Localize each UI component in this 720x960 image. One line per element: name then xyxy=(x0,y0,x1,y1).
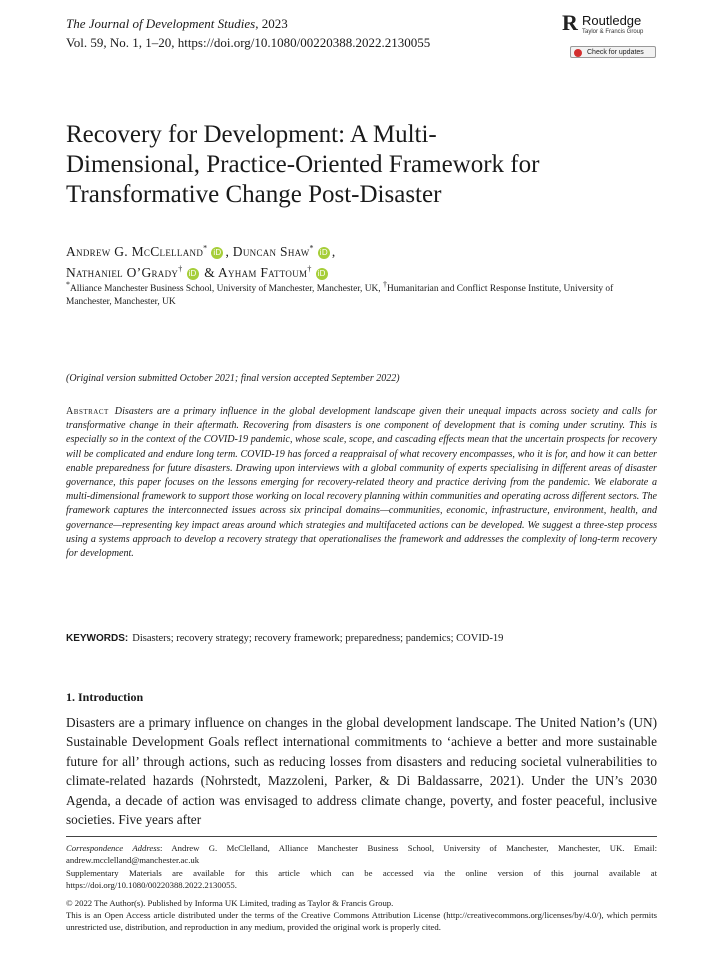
journal-header xyxy=(66,14,430,52)
volume-doi-line: Vol. 59, No. 1, 1–20, https://doi.org/10.1080/00220388.2022.2130055 xyxy=(66,35,431,50)
publisher-group: Taylor & Francis Group xyxy=(582,29,644,35)
email-link[interactable]: andrew.mcclelland@manchester.ac.uk xyxy=(66,855,200,866)
correspondence-label: Correspondence Address xyxy=(66,843,161,853)
license-note xyxy=(66,909,657,934)
section-heading: 1. Introduction xyxy=(66,690,144,704)
affiliation-mark: * xyxy=(66,279,70,289)
author-affiliation-mark: † xyxy=(307,264,312,274)
author-name: Nathaniel O’Grady xyxy=(66,265,179,280)
article-title-line: Dimensional, Practice-Oriented Framework for xyxy=(66,151,540,178)
keywords xyxy=(66,633,656,644)
abstract-label: Abstract xyxy=(66,406,109,417)
keywords-text: Disasters; recovery strategy; recovery framework; preparedness; pandemics; COVID-19 xyxy=(132,633,504,644)
supplementary-end: . xyxy=(234,880,237,891)
article-title xyxy=(66,120,666,210)
update-badge-icon xyxy=(574,49,582,57)
license-end: ), which permits unrestricted use, distribution, and reproduction in any medium, provided the original work is properly cited. xyxy=(66,910,657,933)
correspondence-note xyxy=(66,842,657,867)
publisher-brand xyxy=(562,10,672,58)
orcid-icon[interactable]: iD xyxy=(213,247,222,257)
author-list xyxy=(66,241,666,283)
footnote-divider xyxy=(66,836,657,837)
abstract-text: Disasters are a primary influence in the global development landscape given their unequal impacts across society and calls for transformative change in their aftermath. Recovering from disasters is one component of development that is coming under scrutiny. This is especially so in the context of the COVID-19 pandemic, whose scale, scope, and cascading effects mean that the uncertain prospects for recovery will be complicated and endure long term. COVID-19 has forced a reappraisal of what recovery encompasses, who it is for, and how it can better enable preparedness for future disasters. Drawing upon interviews with a global community of experts specialising in different areas of disaster governance, this paper focuses on the lessons emerging for recovery-related theory and practice deriving from the pandemic. We elaborate a multi-dimensional framework to support those working on local recovery planning within communities and operating across different sectors. The framework captures the interconnected issues across six principal domains—communities, economic, infrastructure, environment, health, and governance—representing key impact areas around which strategies and multifaceted actions can be developed. We suggest a three-step process using a systems approach to develop a recovery strategy that operationalises the framework and addresses the complexity of long-term recovery for development. xyxy=(66,406,657,560)
affiliations xyxy=(66,279,656,309)
routledge-logo-icon: R xyxy=(562,10,578,35)
journal-year: , 2023 xyxy=(255,16,288,31)
license-text: This is an Open Access article distributed under the terms of the Creative Commons Attribution License ( xyxy=(66,910,447,921)
author-name: Ayham Fattoum xyxy=(217,265,308,280)
author-separator: & xyxy=(200,265,218,280)
orcid-icon[interactable]: iD xyxy=(317,268,326,278)
affiliation-1: Alliance Manchester Business School, University of Manchester, Manchester, UK, xyxy=(70,284,383,294)
article-title-line: Recovery for Development: A Multi- xyxy=(66,121,437,148)
body-paragraph: Disasters are a primary influence on changes in the global development landscape. The United Nation’s (UN) Sustainable Development Goals reflect international commitments to ‘achieve a better and more sustainable future for all’ through actions, such as reducing losses from disasters and reducing societal vulnerabilities to climate-related hazards (Nohrstedt, Mazzoleni, Parker, & Di Baldassarre, 2021). Under the UN’s 2030 Agenda, a decade of action was envisaged to address climate change, poverty, and foster peaceful, inclusive societies. Five years after xyxy=(66,715,657,828)
check-for-updates-label: Check for updates xyxy=(587,49,644,56)
author-separator: , xyxy=(225,244,233,259)
supplementary-link[interactable]: https://doi.org/10.1080/00220388.2022.2130055 xyxy=(66,880,235,891)
submission-history: (Original version submitted October 2021; final version accepted September 2022) xyxy=(66,373,400,384)
affiliation-2: Humanitarian and Conflict Response Institute, University of Manchester, Manchester, UK xyxy=(66,284,614,307)
license-link[interactable]: http://creativecommons.org/licenses/by/4.0/ xyxy=(446,910,599,921)
author-affiliation-mark: † xyxy=(178,264,183,274)
author-affiliation-mark: * xyxy=(309,243,314,253)
supplementary-note xyxy=(66,867,657,892)
check-for-updates-button[interactable] xyxy=(570,46,656,58)
article-title-line: Transformative Change Post-Disaster xyxy=(66,181,442,208)
keywords-label: KEYWORDS: xyxy=(66,633,129,644)
supplementary-text: Supplementary Materials are available for this article which can be accessed via the online version of this journal available at xyxy=(66,867,657,878)
author-separator: , xyxy=(331,244,336,259)
abstract xyxy=(66,405,657,561)
footnotes xyxy=(66,842,657,934)
author-name: Duncan Shaw xyxy=(232,244,310,259)
copyright-note: © 2022 The Author(s). Published by Informa UK Limited, trading as Taylor & Francis Group. xyxy=(66,897,394,908)
correspondence-text: : Andrew G. McClelland, Alliance Manchester Business School, University of Manchester, Manchester, UK. Email: xyxy=(160,843,657,853)
author-affiliation-mark: * xyxy=(203,243,208,253)
journal-title: The Journal of Development Studies xyxy=(66,16,256,31)
author-name: Andrew G. McClelland xyxy=(66,244,204,259)
orcid-icon[interactable]: iD xyxy=(319,247,328,257)
publisher-name: Routledge xyxy=(582,13,642,28)
affiliation-mark: † xyxy=(382,279,387,289)
orcid-icon[interactable]: iD xyxy=(188,268,197,278)
